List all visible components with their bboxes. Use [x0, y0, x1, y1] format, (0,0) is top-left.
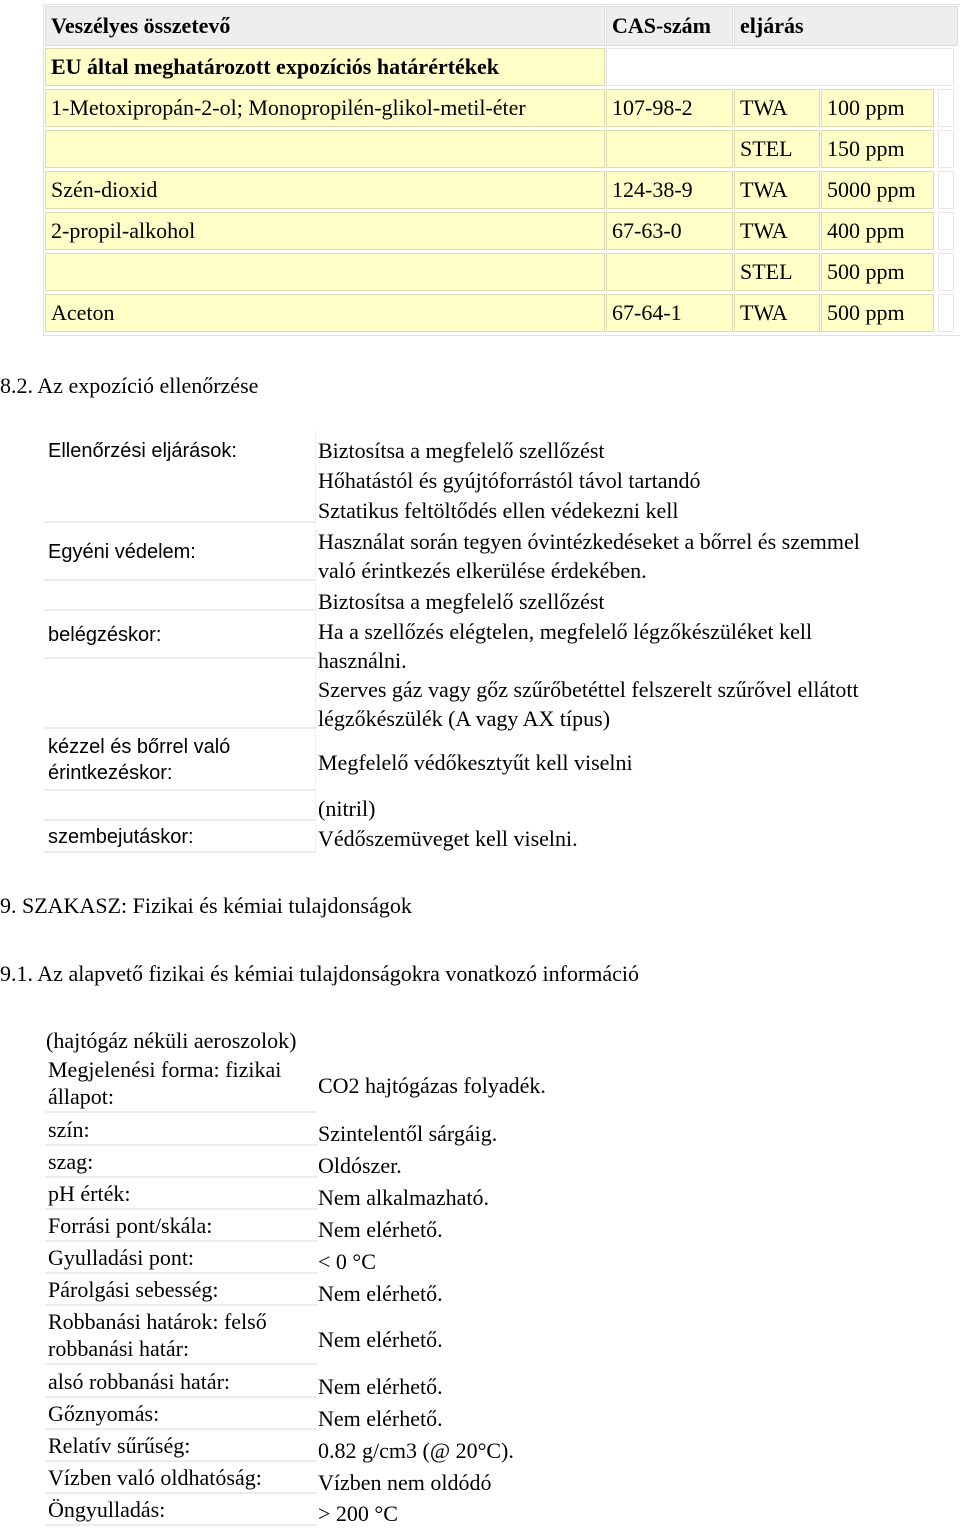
label-inhalation: belégzéskor:	[44, 613, 316, 659]
cas-number	[606, 253, 733, 291]
empty-cell	[938, 171, 954, 209]
property-label-line1: Robbanási határok: felső	[48, 1309, 267, 1334]
property-label: alsó robbanási határ:	[45, 1368, 317, 1398]
aerosol-note: (hajtógáz néküli aeroszolok)	[46, 1028, 297, 1053]
property-label: szag:	[45, 1148, 317, 1178]
component-name	[45, 253, 605, 291]
property-value: Nem elérhető.	[318, 1217, 443, 1242]
empty-cell	[938, 253, 954, 291]
empty-label-cell	[44, 793, 316, 821]
eu-title-empty-cell	[606, 48, 954, 86]
empty-label-cell	[44, 583, 316, 611]
limit-value: 500 ppm	[821, 253, 934, 291]
limit-value: 5000 ppm	[821, 171, 934, 209]
property-label: Forrási pont/skála:	[45, 1212, 317, 1242]
control-text-line: Ha a szellőzés elégtelen, megfelelő légzőkészüléket kell	[318, 619, 813, 644]
component-name	[45, 130, 605, 168]
cas-number: 67-64-1	[606, 294, 733, 332]
exposure-limits-table	[43, 4, 960, 336]
property-value: Nem alkalmazható.	[318, 1185, 490, 1210]
control-text-line: Védőszemüveget kell viselni.	[318, 826, 578, 851]
limit-type: STEL	[734, 253, 820, 291]
control-text-line: Szerves gáz vagy gőz szűrőbetéttel felszerelt szűrővel ellátott	[318, 677, 859, 702]
control-text-line: Biztosítsa a megfelelő szellőzést	[318, 438, 605, 463]
property-value: Nem elérhető.	[318, 1374, 443, 1399]
component-name: Szén-dioxid	[45, 171, 605, 209]
limit-type: TWA	[734, 294, 820, 332]
property-label: Vízben való oldhatóság:	[45, 1464, 317, 1494]
label-eye-contact: szembejutáskor:	[44, 823, 316, 853]
component-name: Aceton	[45, 294, 605, 332]
control-text-line: Hőhatástól és gyújtóforrástól távol tartandó	[318, 468, 701, 493]
control-text-line: Megfelelő védőkesztyűt kell viselni	[318, 750, 633, 775]
property-label	[45, 1056, 317, 1113]
component-name: 1-Metoxipropán-2-ol; Monopropilén-glikol-metil-éter	[45, 89, 605, 127]
property-value: > 200 °C	[318, 1501, 398, 1526]
limit-type: TWA	[734, 171, 820, 209]
property-label: pH érték:	[45, 1180, 317, 1210]
property-label: Gőznyomás:	[45, 1400, 317, 1430]
property-label: szín:	[45, 1116, 317, 1146]
property-value: Nem elérhető.	[318, 1327, 443, 1352]
property-label-line1: Megjelenési forma: fizikai	[48, 1057, 282, 1082]
limit-value: 500 ppm	[821, 294, 934, 332]
property-value: Nem elérhető.	[318, 1281, 443, 1306]
control-text-line: Biztosítsa a megfelelő szellőzést	[318, 589, 605, 614]
property-label-line2: állapot:	[48, 1084, 114, 1109]
empty-cell	[938, 212, 954, 250]
cas-number: 107-98-2	[606, 89, 733, 127]
limit-value: 100 ppm	[821, 89, 934, 127]
header-cas: CAS-szám	[606, 6, 733, 46]
limit-value: 150 ppm	[821, 130, 934, 168]
cas-number: 67-63-0	[606, 212, 733, 250]
control-text-line: való érintkezés elkerülése érdekében.	[318, 558, 647, 583]
label-control-procedures: Ellenőrzési eljárások:	[44, 430, 316, 523]
property-value: < 0 °C	[318, 1249, 376, 1274]
cas-number: 124-38-9	[606, 171, 733, 209]
header-procedure: eljárás	[734, 6, 958, 46]
control-text-line: légzőkészülék (A vagy AX típus)	[318, 706, 611, 731]
component-name: 2-propil-alkohol	[45, 212, 605, 250]
label-skin-contact	[44, 731, 316, 791]
limit-type: TWA	[734, 89, 820, 127]
limit-value: 400 ppm	[821, 212, 934, 250]
property-label	[45, 1308, 317, 1365]
label-skin-contact-line1: kézzel és bőrrel való	[48, 736, 231, 758]
control-text-line: Sztatikus feltöltődés ellen védekezni kell	[318, 498, 679, 523]
property-value: 0.82 g/cm3 (@ 20°C).	[318, 1438, 514, 1463]
property-label: Párolgási sebesség:	[45, 1276, 317, 1306]
label-personal-protection: Egyéni védelem:	[44, 525, 316, 581]
cas-number	[606, 130, 733, 168]
control-text-line: Használat során tegyen óvintézkedéseket a bőrrel és szemmel	[318, 529, 860, 554]
property-value: Oldószer.	[318, 1153, 402, 1178]
property-value: Vízben nem oldódó	[318, 1470, 492, 1495]
property-value: CO2 hajtógázas folyadék.	[318, 1073, 546, 1098]
section-8-2-title: 8.2. Az expozíció ellenőrzése	[0, 373, 259, 398]
property-value: Szintelentől sárgáig.	[318, 1121, 498, 1146]
empty-cell	[938, 130, 954, 168]
empty-label-cell	[44, 661, 316, 729]
label-skin-contact-line2: érintkezéskor:	[48, 762, 173, 784]
property-value: Nem elérhető.	[318, 1406, 443, 1431]
property-label-line2: robbanási határ:	[48, 1336, 190, 1361]
property-label: Öngyulladás:	[45, 1496, 317, 1526]
property-label: Relatív sűrűség:	[45, 1432, 317, 1462]
limit-type: TWA	[734, 212, 820, 250]
section-9-title: 9. SZAKASZ: Fizikai és kémiai tulajdonságok	[0, 893, 412, 918]
section-9-1-title: 9.1. Az alapvető fizikai és kémiai tulajdonságokra vonatkozó információ	[0, 961, 640, 986]
property-label: Gyulladási pont:	[45, 1244, 317, 1274]
eu-limits-title: EU által meghatározott expozíciós határértékek	[45, 48, 605, 86]
empty-cell	[938, 294, 954, 332]
limit-type: STEL	[734, 130, 820, 168]
empty-cell	[938, 89, 954, 127]
header-component: Veszélyes összetevő	[45, 6, 605, 46]
control-text-line: használni.	[318, 648, 407, 673]
control-text-line: (nitril)	[318, 796, 376, 821]
